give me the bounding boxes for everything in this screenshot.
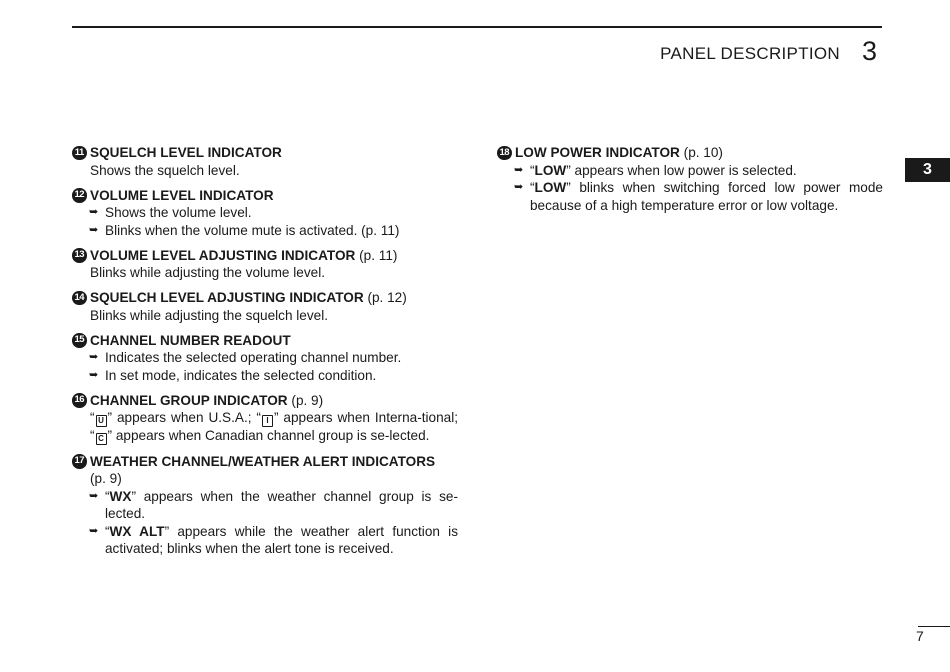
text-fragment: “ bbox=[90, 410, 95, 425]
item-heading bbox=[72, 332, 458, 350]
item-number-badge: 11 bbox=[72, 146, 87, 161]
bullet-text: Shows the volume level. bbox=[105, 205, 252, 220]
item-low-power-indicator bbox=[497, 144, 883, 214]
bullet-text bbox=[530, 179, 883, 214]
bullet-text: Indicates the selected operating channel number. bbox=[105, 350, 402, 365]
bullet-item bbox=[497, 179, 883, 214]
item-title: VOLUME LEVEL INDICATOR bbox=[90, 187, 274, 203]
page-reference: (p. 12) bbox=[363, 290, 407, 305]
item-heading bbox=[72, 453, 458, 471]
canadian-channel-icon: C bbox=[96, 433, 107, 445]
header-rule bbox=[72, 26, 882, 28]
text-fragment: ” appears when Interna-tional; “ bbox=[90, 410, 458, 443]
international-channel-icon: I bbox=[262, 415, 273, 427]
item-volume-level-indicator bbox=[72, 187, 458, 240]
bullet-item bbox=[72, 488, 458, 523]
item-heading bbox=[72, 144, 458, 162]
display-term: LOW bbox=[534, 180, 567, 195]
text-fragment: “ bbox=[530, 162, 535, 178]
page-reference: (p. 9) bbox=[287, 392, 324, 408]
item-number-badge: 18 bbox=[497, 146, 512, 161]
item-title: LOW POWER INDICATOR bbox=[515, 145, 680, 160]
bullet-item bbox=[72, 222, 458, 240]
bullet-text: Blinks when the volume mute is activated. (p. 11) bbox=[105, 222, 400, 238]
item-channel-number-readout bbox=[72, 332, 458, 385]
left-column bbox=[72, 144, 458, 565]
display-term: WX bbox=[109, 488, 132, 504]
arrow-bullet-icon: ➥ bbox=[89, 351, 99, 363]
item-description: Blinks while adjusting the volume level. bbox=[90, 265, 325, 280]
text-fragment: “ bbox=[105, 488, 110, 504]
page-reference: (p. 11) bbox=[355, 247, 398, 263]
item-title: WEATHER CHANNEL/WEATHER ALERT INDICATORS bbox=[90, 453, 436, 469]
display-term: WX ALT bbox=[109, 523, 165, 539]
item-title: CHANNEL NUMBER READOUT bbox=[90, 332, 291, 348]
item-volume-level-adjusting-indicator bbox=[72, 247, 458, 282]
arrow-bullet-icon: ➥ bbox=[89, 489, 99, 502]
item-description: Shows the squelch level. bbox=[90, 162, 240, 178]
chapter-side-tab: 3 bbox=[905, 158, 950, 182]
bullet-text bbox=[530, 162, 883, 180]
text-fragment: ” appears while the weather alert function is activated; blinks when the alert tone is received. bbox=[105, 523, 458, 556]
item-title: CHANNEL GROUP INDICATOR bbox=[90, 392, 288, 408]
item-number-badge: 15 bbox=[72, 333, 87, 348]
text-fragment: “ bbox=[105, 523, 110, 539]
item-heading bbox=[72, 187, 458, 205]
item-heading bbox=[72, 247, 458, 265]
item-description bbox=[72, 409, 458, 445]
arrow-bullet-icon: ➥ bbox=[89, 206, 99, 218]
item-squelch-level-indicator bbox=[72, 144, 458, 179]
item-number-badge: 13 bbox=[72, 248, 87, 263]
item-description: Blinks while adjusting the squelch level. bbox=[90, 307, 329, 323]
bullet-text bbox=[105, 488, 458, 523]
section-title: PANEL DESCRIPTION bbox=[660, 44, 840, 63]
item-number-badge: 14 bbox=[72, 291, 87, 306]
text-fragment: ” appears when U.S.A.; “ bbox=[107, 410, 261, 425]
item-heading bbox=[72, 289, 458, 307]
item-title: SQUELCH LEVEL INDICATOR bbox=[90, 145, 282, 160]
chapter-number: 3 bbox=[862, 36, 878, 66]
item-number-badge: 12 bbox=[72, 188, 87, 203]
item-heading bbox=[497, 144, 883, 162]
text-fragment: ” appears when low power is selected. bbox=[566, 162, 797, 178]
arrow-bullet-icon: ➥ bbox=[89, 368, 99, 381]
bullet-text bbox=[105, 523, 458, 558]
bullet-text: In set mode, indicates the selected condition. bbox=[105, 367, 377, 383]
text-fragment: “ bbox=[530, 180, 535, 195]
bullet-item bbox=[72, 367, 458, 385]
page-reference: (p. 9) bbox=[90, 471, 122, 486]
item-channel-group-indicator bbox=[72, 392, 458, 446]
page-reference: (p. 10) bbox=[679, 145, 723, 160]
bullet-item bbox=[72, 523, 458, 558]
bullet-item bbox=[72, 349, 458, 367]
usa-channel-icon: U bbox=[96, 415, 107, 427]
text-fragment: ” blinks when switching forced low power mode because of a high temperature error or low voltage. bbox=[530, 180, 883, 213]
arrow-bullet-icon: ➥ bbox=[514, 163, 524, 176]
page-number: 7 bbox=[916, 628, 924, 644]
bullet-item bbox=[497, 162, 883, 180]
item-title: VOLUME LEVEL ADJUSTING INDICATOR bbox=[90, 247, 356, 263]
arrow-bullet-icon: ➥ bbox=[514, 181, 524, 193]
item-number-badge: 16 bbox=[72, 393, 87, 408]
item-heading bbox=[72, 392, 458, 410]
text-fragment: ” appears when Canadian channel group is se-lected. bbox=[107, 428, 430, 443]
item-title: SQUELCH LEVEL ADJUSTING INDICATOR bbox=[90, 290, 364, 305]
arrow-bullet-icon: ➥ bbox=[89, 223, 99, 236]
bullet-item bbox=[72, 204, 458, 222]
text-fragment: ” appears when the weather channel group is se-lected. bbox=[105, 488, 458, 521]
display-term: LOW bbox=[534, 162, 567, 178]
footer-rule bbox=[918, 626, 950, 627]
item-weather-indicators bbox=[72, 453, 458, 558]
right-column bbox=[497, 144, 883, 222]
arrow-bullet-icon: ➥ bbox=[89, 524, 99, 537]
item-squelch-level-adjusting-indicator bbox=[72, 289, 458, 324]
item-number-badge: 17 bbox=[72, 454, 87, 469]
